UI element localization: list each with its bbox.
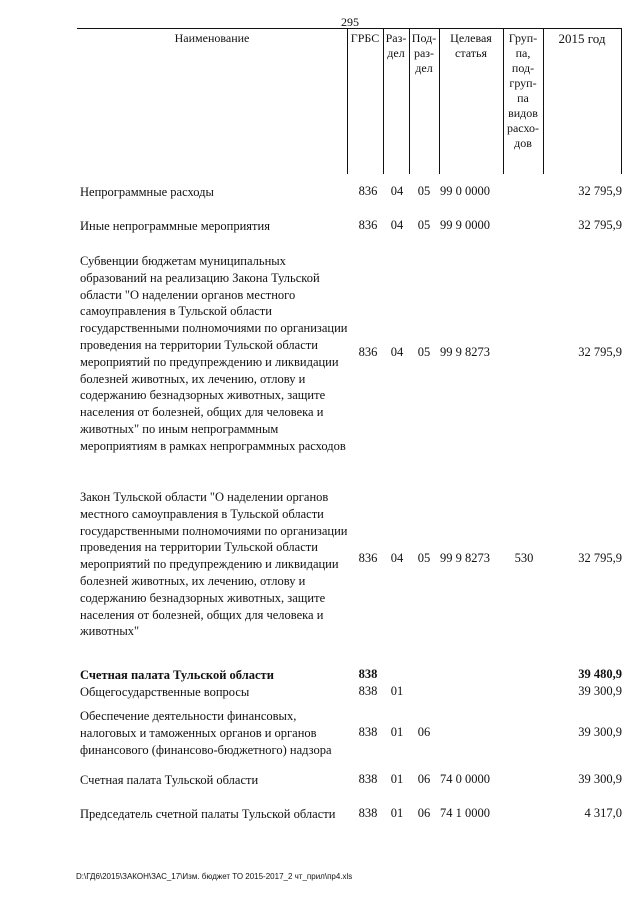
- header-razdel: Раз- дел: [385, 31, 407, 60]
- row-celevaya: 99 9 8273: [440, 551, 490, 565]
- row-sum: 39 300,9: [578, 684, 622, 698]
- row-razdel: 01: [390, 684, 404, 698]
- column-divider: [621, 29, 622, 174]
- row-sum: 32 795,9: [578, 218, 622, 232]
- row-celevaya: 99 0 0000: [440, 184, 490, 198]
- header-podrazdel: Под- раз- дел: [411, 31, 437, 75]
- row-grbs: 838: [358, 667, 378, 681]
- row-celevaya: 74 0 0000: [440, 772, 490, 786]
- header-grbs: ГРБС: [350, 31, 380, 45]
- row-podrazdel: 06: [417, 725, 431, 739]
- row-grbs: 838: [358, 806, 378, 820]
- column-divider: [543, 29, 544, 174]
- header-year: 2015 год: [558, 31, 606, 46]
- row-razdel: 04: [390, 218, 404, 232]
- page-number: 295: [341, 15, 359, 29]
- row-name: Счетная палата Тульской области: [80, 668, 274, 682]
- header-gruppa: Груп- па, под- груп- па видов расхо- дов: [506, 31, 540, 150]
- row-sum: 39 300,9: [578, 725, 622, 739]
- row-grbs: 836: [358, 184, 378, 198]
- row-grbs: 838: [358, 725, 378, 739]
- row-name: Счетная палата Тульской области: [80, 773, 259, 787]
- row-sum: 39 480,9: [578, 667, 622, 681]
- row-name: Общегосударственные вопросы: [80, 685, 250, 699]
- row-razdel: 04: [390, 551, 404, 565]
- row-name: Субвенции бюджетам муниципальных образований на реализацию Закона Тульской области "О наделении органов местного самоуправления в Тульской области государственными полномочиями по организации проведения на территории Тульской области мероприятий по предупреждению и ликвидации болезней животных, их лечению, отлову и содержанию безнадзорных животных, защите населения от болезней, общих для человека и животных" по иным непрограммным мероприятиям в рамках непрограммных расходов: [80, 254, 348, 453]
- row-razdel: 04: [390, 184, 404, 198]
- row-celevaya: 99 9 8273: [440, 345, 490, 359]
- row-grbs: 836: [358, 551, 378, 565]
- row-razdel: 01: [390, 806, 404, 820]
- row-gruppa: 530: [514, 551, 534, 565]
- row-name: Закон Тульской области "О наделении органов местного самоуправления в Тульской области государственными полномочиями по организации проведения на территории Тульской области мероприятий по предупреждению и ликвидации болезней животных, их лечению, отлову и содержанию безнадзорных животных, защите населения от болезней, общих для человека и животных": [80, 490, 348, 639]
- row-podrazdel: 05: [417, 218, 431, 232]
- row-razdel: 01: [390, 725, 404, 739]
- row-razdel: 01: [390, 772, 404, 786]
- footer-file-path: D:\ГД6\2015\ЗАКОН\ЗАС_17\Изм. бюджет ТО 2015-2017_2 чт_прил\пр4.xls: [76, 872, 353, 881]
- row-razdel: 04: [390, 345, 404, 359]
- header-celevaya: Целевая статья: [450, 31, 492, 60]
- row-podrazdel: 05: [417, 184, 431, 198]
- row-celevaya: 74 1 0000: [440, 806, 490, 820]
- row-sum: 39 300,9: [578, 772, 622, 786]
- row-podrazdel: 06: [417, 772, 431, 786]
- row-name: Иные непрограммные мероприятия: [80, 219, 270, 233]
- row-podrazdel: 05: [417, 345, 431, 359]
- row-grbs: 836: [358, 345, 378, 359]
- row-sum: 32 795,9: [578, 551, 622, 565]
- row-grbs: 838: [358, 684, 378, 698]
- row-name: Обеспечение деятельности финансовых, налоговых и таможенных органов и органов финансового (финансово-бюджетного) надзора: [80, 709, 332, 757]
- table-header: [77, 28, 622, 174]
- row-name: Непрограммные расходы: [80, 185, 214, 199]
- row-sum: 32 795,9: [578, 184, 622, 198]
- row-name: Председатель счетной палаты Тульской области: [80, 807, 336, 821]
- row-grbs: 838: [358, 772, 378, 786]
- row-grbs: 836: [358, 218, 378, 232]
- header-name: Наименование: [174, 31, 250, 45]
- column-divider: [347, 29, 348, 174]
- row-sum: 4 317,0: [584, 806, 622, 820]
- row-podrazdel: 06: [417, 806, 431, 820]
- row-sum: 32 795,9: [578, 345, 622, 359]
- row-podrazdel: 05: [417, 551, 431, 565]
- row-celevaya: 99 9 0000: [440, 218, 490, 232]
